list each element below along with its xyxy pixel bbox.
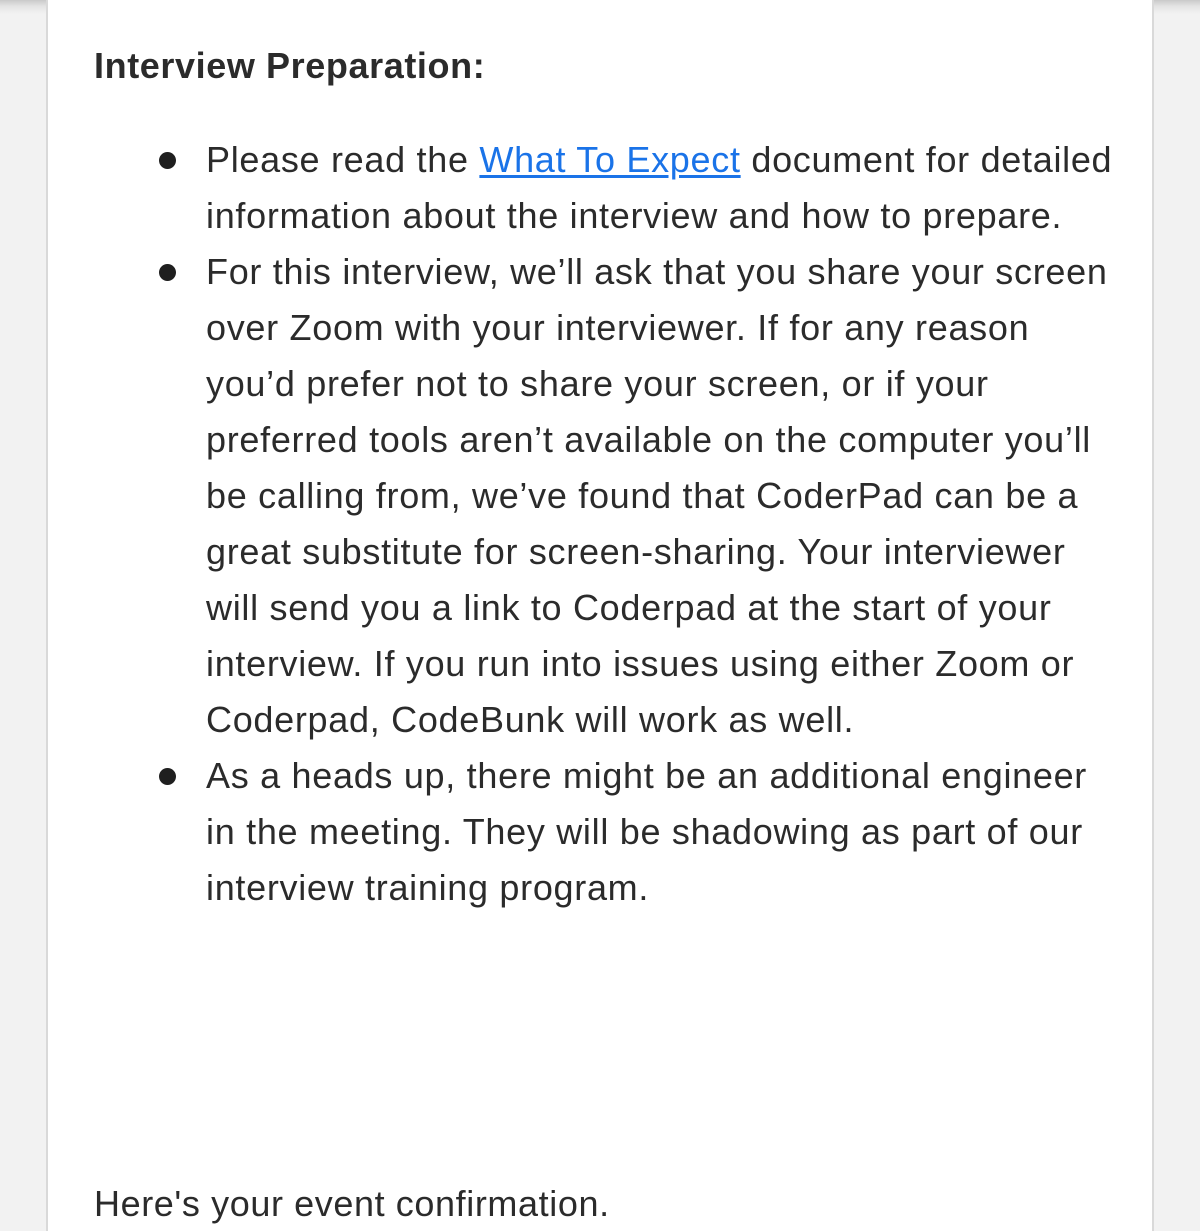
bullet-icon — [159, 264, 176, 281]
list-item — [206, 244, 1114, 748]
bullet-icon — [159, 152, 176, 169]
what-to-expect-link[interactable]: What To Expect — [479, 139, 741, 180]
preparation-list — [94, 132, 1114, 916]
list-item — [206, 132, 1114, 244]
event-confirmation-text: Here's your event confirmation. — [94, 1183, 610, 1224]
bullet-icon — [159, 768, 176, 785]
email-content — [94, 40, 1114, 916]
email-body — [46, 0, 1154, 1231]
section-heading: Interview Preparation: — [94, 45, 486, 86]
bullet-text: As a heads up, there might be an additional engineer in the meeting. They will be shadowing as part of our interview training program. — [206, 755, 1087, 908]
bullet-text: document for detailed information about the interview and how to prepare. — [206, 139, 1113, 236]
list-item — [206, 748, 1114, 916]
bullet-text: For this interview, we’ll ask that you share your screen over Zoom with your interviewer. If for any reason you’d prefer not to share your screen, or if your preferred tools aren’t available on the computer you’ll be calling from, we’ve found that CoderPad can be a great substitute for screen-sharing. Your interviewer will send you a link to Coderpad at the start of your interview. If you run into issues using either Zoom or Coderpad, CodeBunk will work as well. — [206, 251, 1108, 740]
bullet-text: Please read the — [206, 139, 480, 180]
